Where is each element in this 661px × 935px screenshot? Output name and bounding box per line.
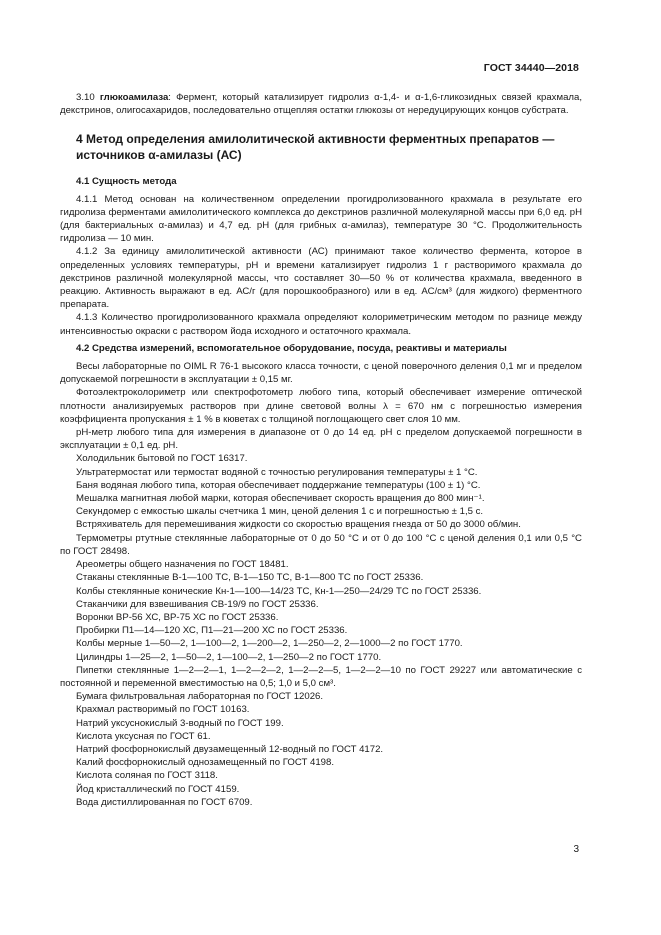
clause-4-1-3: 4.1.3 Количество прогидролизованного крахмала определяют колориметрическим методом по разнице между интенсивностью окраски с раствором йода исходного и остаточного крахмала. bbox=[60, 312, 582, 337]
list-item: Бумага фильтровальная лабораторная по ГОСТ 12026. bbox=[76, 691, 324, 703]
list-item: Натрий уксуснокислый 3-водный по ГОСТ 199. bbox=[76, 717, 284, 729]
list-item: Воронки ВР-56 ХС, ВР-75 ХС по ГОСТ 25336. bbox=[76, 611, 279, 623]
page-content bbox=[60, 91, 582, 809]
standard-header: ГОСТ 34440—2018 bbox=[483, 62, 579, 74]
list-item: Мешалка магнитная любой марки, которая обеспечивает скорость вращения до 800 мин⁻¹. bbox=[76, 493, 485, 505]
list-item: рН-метр любого типа для измерения в диапазоне от 0 до 14 ед. рН с пределом допускаемой погрешности в эксплуатации ± 0,1 ед. рН. bbox=[60, 427, 582, 452]
clause-4-1-2: 4.1.2 За единицу амилолитической активности (АС) принимают такое количество фермента, которое в определенных условиях температуры, рН и времени катализирует гидролиз 1 г растворимого крахмала до декстринов различной молекулярной массы, что составляет 30—50 % от количества крахмала, введенного в реакцию. Активность выражают в ед. АС/г (для порошкообразного) или в ед. АС/см³ (для жидкого) ферментного препарата. bbox=[60, 246, 582, 311]
list-item: Кислота уксусная по ГОСТ 61. bbox=[76, 730, 211, 742]
list-item: Стаканчики для взвешивания СВ-19/9 по ГОСТ 25336. bbox=[76, 598, 319, 610]
list-item: Баня водяная любого типа, которая обеспечивает поддержание температуры (100 ± 1) °С. bbox=[76, 479, 481, 491]
list-item: Натрий фосфорнокислый двузамещенный 12-водный по ГОСТ 4172. bbox=[76, 743, 384, 755]
list-item: Ультратермостат или термостат водяной с точностью регулирования температуры ± 1 °С. bbox=[76, 466, 478, 478]
list-item: Пробирки П1—14—120 ХС, П1—21—200 ХС по ГОСТ 25336. bbox=[76, 625, 348, 637]
list-item: Термометры ртутные стеклянные лабораторные от 0 до 50 °С и от 0 до 100 °С с ценой деления 0,1 или 0,5 °С по ГОСТ 28498. bbox=[60, 532, 582, 557]
clause-4-1-1: 4.1.1 Метод основан на количественном определении прогидролизованного крахмала в результате его гидролиза ферментами амилолитического комплекса до декстринов различной молекулярной массы при 6,0 ед. рН (для бактериальных α-амилаз) и 4,7 ед. рН (для грибных α-амилаз), температуре 30 °С. Продолжительность гидролиза — 10 мин. bbox=[60, 193, 582, 245]
definition-term: глюкоамилаза bbox=[99, 92, 169, 103]
list-item: Встряхиватель для перемешивания жидкости со скоростью вращения гнезда от 50 до 3000 об/мин. bbox=[76, 519, 521, 531]
page-number: 3 bbox=[573, 844, 579, 855]
section-4-title: 4 Метод определения амилолитической активности ферментных препаратов — источников α-амилазы (АС) bbox=[76, 132, 555, 163]
list-item: Кислота соляная по ГОСТ 3118. bbox=[76, 770, 218, 782]
list-item: Фотоэлектроколориметр или спектрофотометр любого типа, который обеспечивает измерение оптической плотности анализируемых растворов при длине световой волны λ = 670 нм с погрешностью измерения коэффициента пропускания ± 1 % в кюветах с толщиной поглощающего свет слоя 10 мм. bbox=[60, 387, 582, 425]
list-item: Калий фосфорнокислый однозамещенный по ГОСТ 4198. bbox=[76, 757, 335, 769]
list-item: Стаканы стеклянные В-1—100 ТС, В-1—150 ТС, В-1—800 ТС по ГОСТ 25336. bbox=[76, 572, 424, 584]
list-item: Холодильник бытовой по ГОСТ 16317. bbox=[76, 453, 248, 465]
list-item: Йод кристаллический по ГОСТ 4159. bbox=[76, 783, 240, 795]
list-item: Цилиндры 1—25—2, 1—50—2, 1—100—2, 1—250—2 по ГОСТ 1770. bbox=[76, 651, 382, 663]
list-item: Секундомер с емкостью шкалы счетчика 1 мин, ценой деления 1 с и погрешностью ± 1,5 с. bbox=[76, 506, 484, 518]
definition-body: : Фермент, который катализирует гидролиз α-1,4- и α-1,6-гликозидных связей крахмала, декстринов, олигосахаридов, последовательно отщепляя остатки глюкозы от нередуцирующих концов субстрата. bbox=[60, 92, 582, 117]
list-item: Вода дистиллированная по ГОСТ 6709. bbox=[76, 796, 253, 808]
subsection-4-1-title: 4.1 Сущность метода bbox=[76, 176, 177, 188]
list-item: Колбы мерные 1—50—2, 1—100—2, 1—200—2, 1—250—2, 2—1000—2 по ГОСТ 1770. bbox=[76, 638, 463, 650]
list-item: Крахмал растворимый по ГОСТ 10163. bbox=[76, 704, 250, 716]
subsection-4-2-title: 4.2 Средства измерений, вспомогательное оборудование, посуда, реактивы и материалы bbox=[76, 342, 507, 354]
list-item: Колбы стеклянные конические Кн-1—100—14/23 ТС, Кн-1—250—24/29 ТС по ГОСТ 25336. bbox=[76, 585, 482, 597]
list-item: Весы лабораторные по OIML R 76-1 высокого класса точности, с ценой поверочного деления 0,1 мг и пределом допускаемой погрешности в эксплуатации ± 0,15 мг. bbox=[60, 361, 582, 386]
list-item: Пипетки стеклянные 1—2—2—1, 1—2—2—2, 1—2—2—5, 1—2—2—10 по ГОСТ 29227 или автоматические с постоянной и переменной вместимостью на 0,5; 1,0 и 5,0 см³. bbox=[60, 664, 582, 689]
definition-3-10 bbox=[60, 91, 582, 117]
definition-number: 3.10 bbox=[76, 92, 100, 103]
list-item: Ареометры общего назначения по ГОСТ 18481. bbox=[76, 559, 289, 571]
